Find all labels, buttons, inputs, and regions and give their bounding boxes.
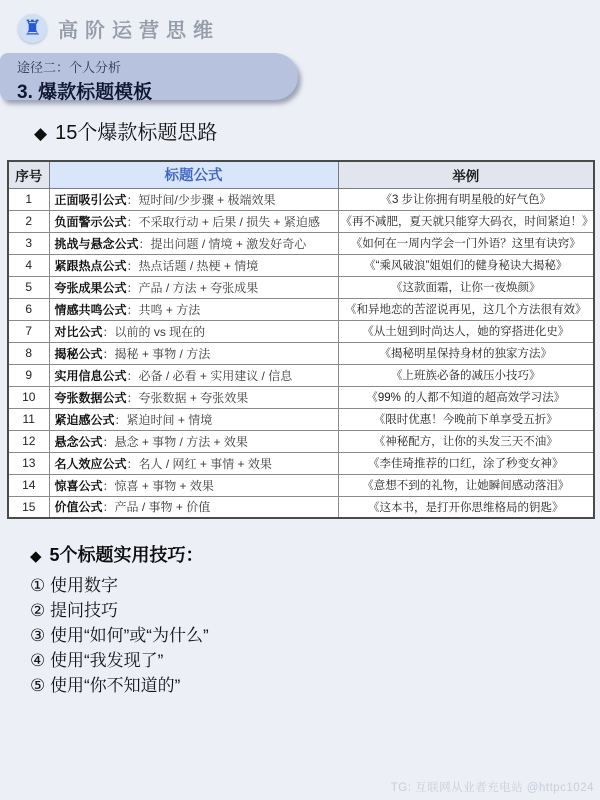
brand-title: 高阶运营思维 <box>58 20 220 42</box>
tips-list <box>30 573 209 698</box>
table-row <box>8 188 594 210</box>
tips-section <box>30 541 209 698</box>
table-row <box>8 452 594 474</box>
formula-cell: 夸张数据公式：夸张数据 + 夸张效果 <box>49 386 338 408</box>
chess-rook-icon <box>18 14 47 43</box>
table-row <box>8 386 594 408</box>
ideas-section-title <box>34 116 217 145</box>
ideas-title-text: 15个爆款标题思路 <box>55 122 218 144</box>
table-row <box>8 342 594 364</box>
row-number-cell: 12 <box>8 430 49 452</box>
table-row <box>8 276 594 298</box>
titles-table <box>7 160 595 519</box>
example-cell: 《揭秘明星保持身材的独家方法》 <box>338 342 594 364</box>
table-row <box>8 474 594 496</box>
row-number-cell: 14 <box>8 474 49 496</box>
row-number-cell: 3 <box>8 232 49 254</box>
tip-item: ① 使用数字 <box>30 576 118 595</box>
section-banner <box>0 53 298 103</box>
formula-cell: 挑战与悬念公式：提出问题 / 情境 + 激发好奇心 <box>49 232 338 254</box>
example-cell: 《“乘风破浪”姐姐们的健身秘诀大揭秘》 <box>338 254 594 276</box>
banner-title: 3. 爆款标题模板 <box>17 82 153 103</box>
table-body <box>8 188 594 518</box>
table-header-row <box>8 161 594 188</box>
table-row <box>8 232 594 254</box>
tip-item: ④ 使用“我发现了” <box>30 651 164 670</box>
example-cell: 《99% 的人都不知道的超高效学习法》 <box>338 386 594 408</box>
example-cell: 《李佳琦推荐的口红，涂了秒变女神》 <box>338 452 594 474</box>
row-number-cell: 4 <box>8 254 49 276</box>
table-row <box>8 496 594 518</box>
row-number-cell: 13 <box>8 452 49 474</box>
formula-cell: 名人效应公式：名人 / 网红 + 事情 + 效果 <box>49 452 338 474</box>
example-cell: 《上班族必备的减压小技巧》 <box>338 364 594 386</box>
formula-cell: 正面吸引公式：短时间/少步骤 + 极端效果 <box>49 188 338 210</box>
formula-cell: 实用信息公式：必备 / 必看 + 实用建议 / 信息 <box>49 364 338 386</box>
row-number-cell: 10 <box>8 386 49 408</box>
row-number-cell: 6 <box>8 298 49 320</box>
row-number-cell: 8 <box>8 342 49 364</box>
table-row <box>8 210 594 232</box>
formula-cell: 揭秘公式：揭秘 + 事物 / 方法 <box>49 342 338 364</box>
table-row <box>8 430 594 452</box>
row-number-cell: 7 <box>8 320 49 342</box>
tip-item: ② 提问技巧 <box>30 601 118 620</box>
example-cell: 《这本书，是打开你思维格局的钥匙》 <box>338 496 594 518</box>
chess-rook-glyph: ♜ <box>23 17 42 40</box>
formula-cell: 悬念公式：悬念 + 事物 / 方法 + 效果 <box>49 430 338 452</box>
table-row <box>8 408 594 430</box>
formula-cell: 惊喜公式：惊喜 + 事物 + 效果 <box>49 474 338 496</box>
formula-cell: 紧迫感公式：紧迫时间 + 情境 <box>49 408 338 430</box>
header-cell-formula: 标题公式 <box>49 161 338 188</box>
tip-item: ⑤ 使用“你不知道的” <box>30 676 181 695</box>
brand-header <box>18 14 220 43</box>
example-cell: 《神秘配方，让你的头发三天不油》 <box>338 430 594 452</box>
tips-title-text: 5个标题实用技巧： <box>49 545 204 565</box>
formula-cell: 负面警示公式：不采取行动 + 后果 / 损失 + 紧迫感 <box>49 210 338 232</box>
row-number-cell: 15 <box>8 496 49 518</box>
example-cell: 《如何在一周内学会一门外语？这里有诀窍》 <box>338 232 594 254</box>
diamond-bullet-icon: ◆ <box>34 124 48 143</box>
row-number-cell: 1 <box>8 188 49 210</box>
example-cell: 《再不减肥，夏天就只能穿大码衣，时间紧迫！》 <box>338 210 594 232</box>
formula-cell: 紧跟热点公式：热点话题 / 热梗 + 情境 <box>49 254 338 276</box>
example-cell: 《意想不到的礼物，让她瞬间感动落泪》 <box>338 474 594 496</box>
diamond-bullet-icon: ◆ <box>30 548 42 565</box>
example-cell: 《这款面霜，让你一夜焕颜》 <box>338 276 594 298</box>
tips-title <box>30 541 209 567</box>
example-cell: 《限时优惠！今晚前下单享受五折》 <box>338 408 594 430</box>
watermark: TG: 互联网从业者充电站 @httpc1024 <box>390 782 594 794</box>
banner-subtitle: 途径二：个人分析 <box>17 60 122 75</box>
formula-cell: 价值公式：产品 / 事物 + 价值 <box>49 496 338 518</box>
example-cell: 《和异地恋的苦涩说再见，这几个方法很有效》 <box>338 298 594 320</box>
example-cell: 《3 步让你拥有明星般的好气色》 <box>338 188 594 210</box>
table-row <box>8 364 594 386</box>
tip-item: ③ 使用“如何”或“为什么” <box>30 626 209 645</box>
header-cell-example: 举例 <box>338 161 594 188</box>
formula-cell: 夸张成果公式：产品 / 方法 + 夸张成果 <box>49 276 338 298</box>
table-row <box>8 298 594 320</box>
table-row <box>8 320 594 342</box>
table-row <box>8 254 594 276</box>
example-cell: 《从土妞到时尚达人，她的穿搭进化史》 <box>338 320 594 342</box>
row-number-cell: 5 <box>8 276 49 298</box>
row-number-cell: 11 <box>8 408 49 430</box>
row-number-cell: 9 <box>8 364 49 386</box>
header-cell-number: 序号 <box>8 161 49 188</box>
formula-cell: 对比公式：以前的 vs 现在的 <box>49 320 338 342</box>
formula-cell: 情感共鸣公式：共鸣 + 方法 <box>49 298 338 320</box>
row-number-cell: 2 <box>8 210 49 232</box>
